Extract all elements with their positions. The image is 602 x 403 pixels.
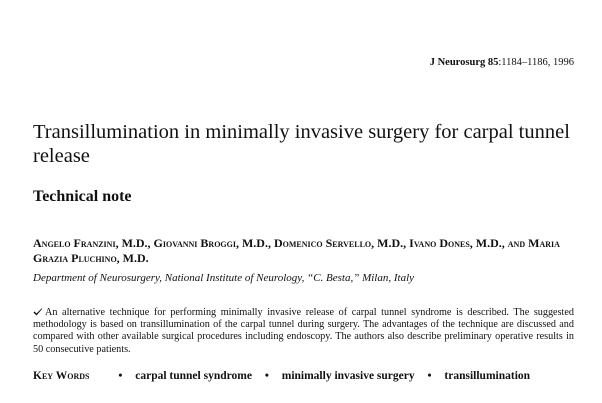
article-subtitle: Technical note (33, 188, 132, 205)
keyword-separator: • (264, 370, 269, 382)
keyword-item: carpal tunnel syndrome (135, 370, 252, 382)
keyword-item: transillumination (444, 370, 531, 382)
journal-volume: 85 (487, 57, 499, 68)
journal-name: J Neurosurg (429, 57, 486, 68)
affiliation: Department of Neurosurgery, National Institute of Neurology, “C. Besta,” Milan, Italy (33, 272, 415, 284)
keywords (33, 370, 530, 382)
journal-pages: :1184–1186, 1996 (498, 57, 574, 68)
keyword-separator: • (118, 370, 123, 382)
abstract-text: An alternative technique for performing minimally invasive release of carpal tunnel syndrome is described. The suggested methodology is based on transillumination of the carpal tunnel during surgery. The advantages of the technique are discussed and compared with other available surgical procedures including endoscopy. The authors also describe preliminary operative results in 50 consecutive patients. (33, 307, 574, 355)
citation (430, 57, 574, 68)
checkmark-icon (33, 308, 43, 316)
keywords-label: Key Words (33, 370, 90, 382)
author-list: Angelo Franzini, M.D., Giovanni Broggi, M.D., Domenico Servello, M.D., Ivano Dones, M.D., and Maria Grazia Pluchino, M.D. (33, 236, 560, 265)
keyword-separator: • (427, 370, 432, 382)
article-title: Transillumination in minimally invasive surgery for carpal tunnel release (33, 121, 570, 167)
abstract (33, 307, 574, 356)
keyword-item: minimally invasive surgery (281, 370, 415, 382)
